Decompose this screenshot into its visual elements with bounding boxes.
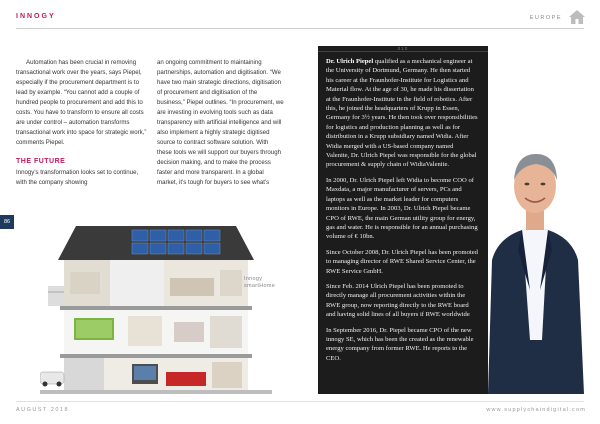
bio-intro: qualified as a mechanical engineer at the University of Dortmund, Germany. He then started his career at the Fraunhofer-Institute for Logistics and Material flow. At the age of 30, he made his dissertation at the Fraunhofer-Institute in the field of robotics. After this, he joined the headquarters of Krupp in Essen, Germany for 3½ years. He then took over responsibilities for logistics and production planning as well as for distribution in a Krupp subsidiary named Widia. After Widia merged with a US-based company named Valenite, Dr. Ulrich Piepel was responsible for the global procurement & supply chain of WidiaValenite. [326, 58, 478, 169]
bio-name: Dr. Ulrich Piepel [326, 58, 374, 65]
brand-logo-text: INNOGY [16, 13, 56, 20]
bio-paragraph: In 2000, Dr. Ulrich Piepel left Widia to become COO of Maxdata, a major manufacturer of servers, PCs and laptops as well as the market leader for computers monitors in Europe. In 2003, Dr. Ulrich Piepel became CPO of RWE, the main German utility group for energy, gas and water. He is responsible for an annual purchasing volume of € 10bn. [326, 176, 478, 241]
website-link[interactable]: www.supplychaindigital.com [486, 407, 586, 413]
paragraph: Automation has been crucial in removing transactional work over the years, says Piepel, especially if the procurement department is to lead by example. “You cannot add a couple of hundred people to procurement and add this to costs. You have to transform to ensure all costs are under control – automation transforms transactional work into space for strategic work,” comments Piepel. [16, 59, 147, 146]
portrait-photo [478, 140, 590, 394]
header-divider [16, 28, 584, 29]
paragraph: an ongoing commitment to maintaining partnerships, automation and digitisation. “We have two main strategic directions, digitisation of procurement and digitisation of the business,” Piepel outlines. “In procurement, we are investing in evolving tools such as data transparency with artificial intelligence and will also implement a highly strategic digitised source to contract software solution. With these tools we will support our buyers through decision making, and to make the process faster and more transparent. In a global market, it’s tough for buyers to see what’s [157, 59, 284, 186]
caption-line: Innogy [244, 276, 263, 282]
article-column-2 [157, 58, 285, 188]
caption-line: smartHome [244, 283, 276, 289]
smart-home-house-illustration [40, 222, 272, 394]
section-heading: THE FUTURE [16, 158, 66, 165]
section-label: EUROPE [529, 15, 562, 21]
bio-paragraph: In September 2016, Dr. Piepel became CPO of the new innogy SE, which has been the created as the renewable energy company from former RWE. He reports to the CEO. [326, 326, 474, 362]
paragraph: Innogy’s transformation looks set to continue, with the company showing [16, 169, 139, 186]
image-caption [244, 276, 275, 290]
page-number: 86 [0, 215, 14, 229]
bio-paragraph: Since October 2008, Dr. Ulrich Piepel has been promoted to managing director of RWE Shared Service Center, the RWE Service GmbH. [326, 248, 478, 275]
bio-paragraph: Since Feb. 2014 Ulrich Piepel has been promoted to directly manage all procurement activities within the RWE group, now reporting directly to the RWE board and having solid lines of all buyers if RWE worldwide [326, 282, 470, 319]
bio-paragraph [326, 57, 478, 170]
bio-text [326, 57, 478, 369]
home-icon[interactable] [568, 9, 586, 25]
footer-divider [16, 401, 584, 402]
issue-date: AUGUST 2018 [16, 407, 70, 413]
bio-panel-tag: 010 [318, 46, 488, 52]
article-column-1 [16, 58, 150, 188]
